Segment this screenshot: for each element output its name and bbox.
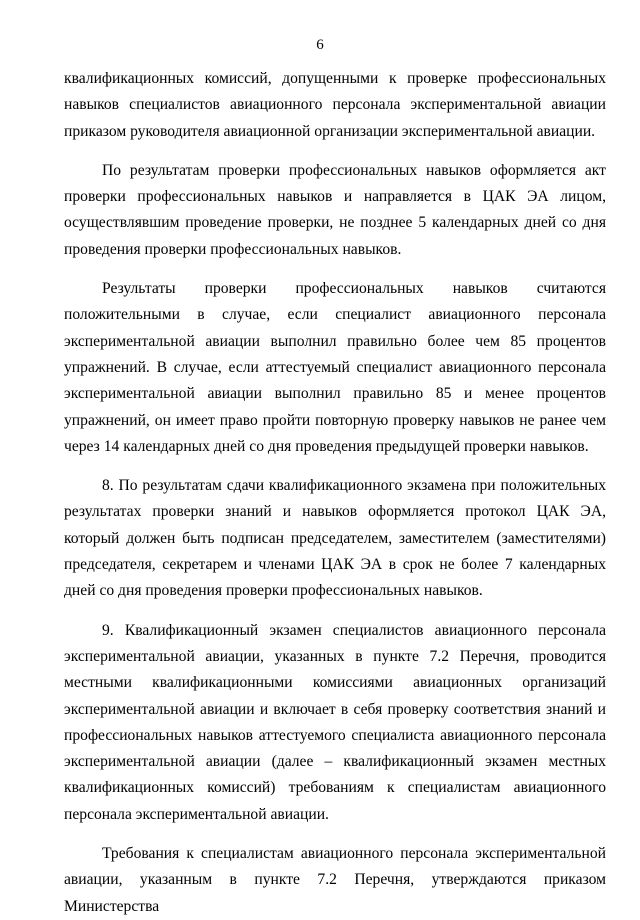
paragraph-item-8: 8. По результатам сдачи квалификационного экзамена при положительных результатах проверки знаний и навыков оформляется протокол ЦАК ЭА, который должен быть подписан председателем, заместителем (заместителями) председателя, секретарем и членами ЦАК ЭА в срок не более 7 календарных дней со дня проведения проверки профессиональных навыков. bbox=[64, 477, 606, 600]
page-number: 6 bbox=[316, 37, 324, 53]
paragraph-continuation: квалификационных комиссий, допущенными к проверке профессиональных навыков специалистов авиационного персонала экспериментальной авиации приказом руководителя авиационной организации экспериментальной авиации. bbox=[64, 70, 606, 140]
paragraph-requirements: Требования к специалистам авиационного персонала экспериментальной авиации, указанным в пункте 7.2 Перечня, утверждаются приказом Министерства bbox=[64, 845, 606, 915]
paragraph-skills-check-results: Результаты проверки профессиональных навыков считаются положительными в случае, если специалист авиационного персонала экспериментальной авиации выполнил правильно более чем 85 процентов упражнений. В случае, если аттестуемый специалист авиационного персонала экспериментальной авиации выполнил правильно 85 и менее процентов упражнений, он имеет право пройти повторную проверку навыков не ранее чем через 14 календарных дней со дня проведения предыдущей проверки навыков. bbox=[64, 280, 606, 455]
paragraph-item-9: 9. Квалификационный экзамен специалистов авиационного персонала экспериментальной авиации, указанных в пункте 7.2 Перечня, проводится местными квалификационными комиссиями авиационных организаций экспериментальной авиации и включает в себя проверку соответствия знаний и профессиональных навыков аттестуемого специалиста авиационного персонала экспериментальной авиации (далее – квалификационный экзамен местных квалификационных комиссий) требованиям к специалистам авиационного персонала экспериментальной авиации. bbox=[64, 621, 606, 823]
paragraph-skills-check-act: По результатам проверки профессиональных навыков оформляется акт проверки профессиональных навыков и направляется в ЦАК ЭА лицом, осуществлявшим проведение проверки, не позднее 5 календарных дней со дня проведения проверки профессиональных навыков. bbox=[64, 161, 606, 258]
document-body bbox=[64, 66, 606, 920]
